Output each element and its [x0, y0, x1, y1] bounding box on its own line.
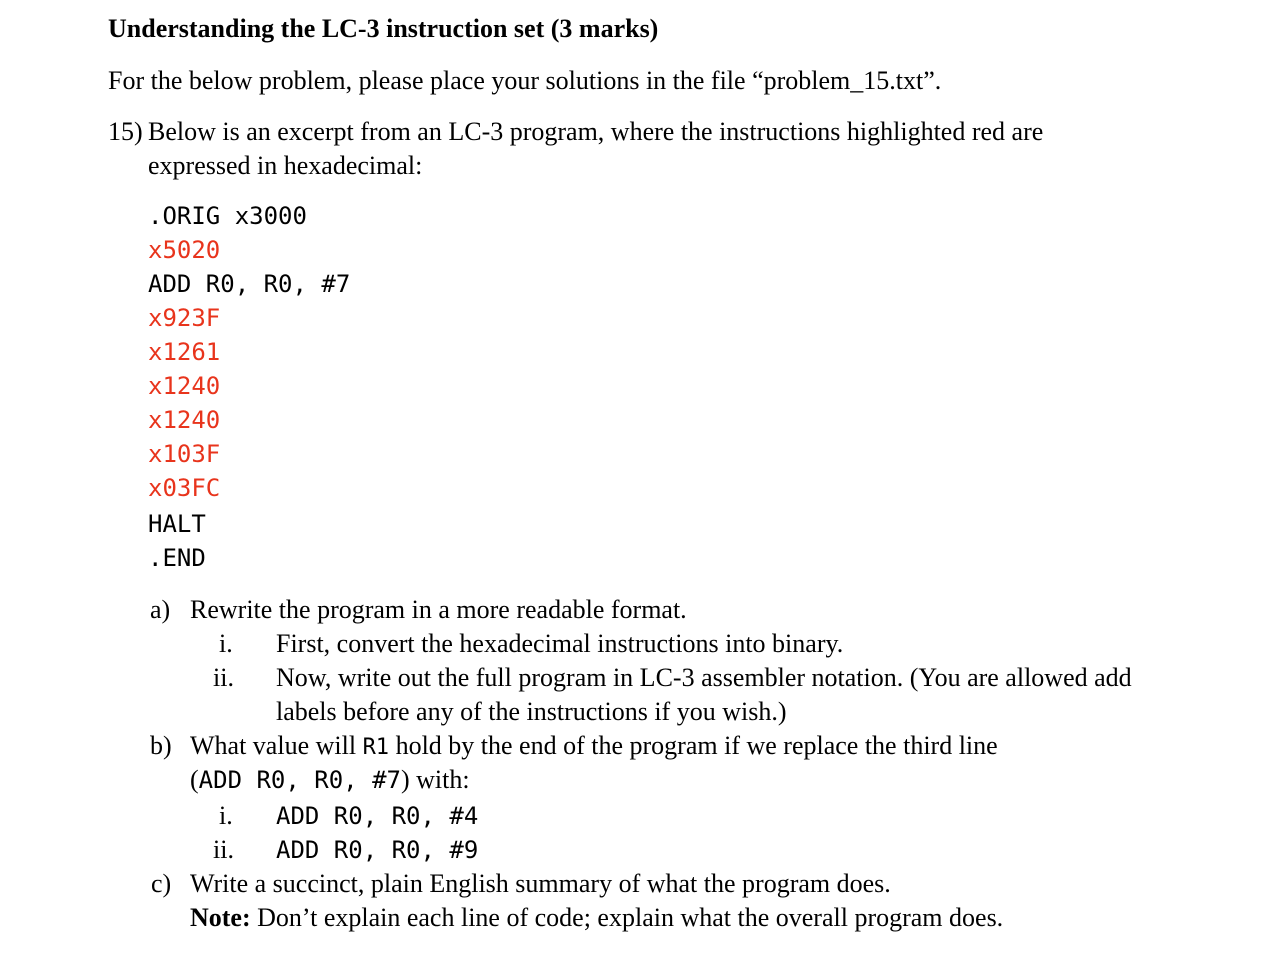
part-b-ii-marker: ii. [213, 835, 234, 864]
paren-open: ( [190, 765, 199, 794]
code-line-hex: x5020 [148, 236, 221, 264]
part-c-marker: c) [151, 869, 172, 898]
part-c-note [190, 901, 1003, 935]
part-a-text: Rewrite the program in a more readable format. [190, 595, 687, 624]
part-a-ii-text-line2: labels before any of the instructions if you wish.) [276, 697, 787, 726]
part-b-text-line2 [190, 763, 470, 797]
note-text: Don’t explain each line of code; explain what the overall program does. [250, 903, 1004, 932]
part-b-i-marker: i. [219, 801, 233, 830]
part-a-i-text: First, convert the hexadecimal instructions into binary. [276, 629, 844, 658]
code-line: .END [148, 544, 206, 572]
code-line-hex: x1261 [148, 338, 221, 366]
inline-code-original: ADD R0, R0, #7 [198, 766, 401, 794]
question-text-line1: Below is an excerpt from an LC-3 program, where the instructions highlighted red are [148, 117, 1044, 146]
part-b-text-pre: What value will [190, 731, 363, 760]
code-line-hex: x03FC [148, 474, 221, 502]
intro-text: For the below problem, please place your solutions in the file “problem_15.txt”. [108, 66, 942, 95]
note-label: Note: [190, 903, 251, 932]
code-line: HALT [148, 510, 206, 538]
part-b-text [190, 729, 998, 765]
code-line-hex: x1240 [148, 372, 221, 400]
code-line-hex: x923F [148, 304, 221, 332]
register-name: R1 [362, 735, 390, 760]
question-text-line2: expressed in hexadecimal: [148, 151, 423, 180]
question-number: 15) [108, 117, 143, 146]
code-line: ADD R0, R0, #7 [148, 270, 351, 298]
part-b-i-code: ADD R0, R0, #4 [276, 802, 479, 830]
part-b-marker: b) [150, 731, 172, 760]
code-line: .ORIG x3000 [148, 202, 307, 230]
part-a-i-marker: i. [219, 629, 233, 658]
section-heading: Understanding the LC-3 instruction set (3 marks) [108, 14, 659, 43]
part-a-ii-text-line1: Now, write out the full program in LC-3 assembler notation. (You are allowed add [276, 663, 1132, 692]
code-line-hex: x103F [148, 440, 221, 468]
code-line-hex: x1240 [148, 406, 221, 434]
part-b-text-post: hold by the end of the program if we replace the third line [389, 731, 998, 760]
part-a-ii-marker: ii. [213, 663, 234, 692]
part-c-text: Write a succinct, plain English summary of what the program does. [190, 869, 891, 898]
paren-close: ) with: [400, 765, 470, 794]
part-a-marker: a) [150, 595, 171, 624]
part-b-ii-code: ADD R0, R0, #9 [276, 836, 479, 864]
